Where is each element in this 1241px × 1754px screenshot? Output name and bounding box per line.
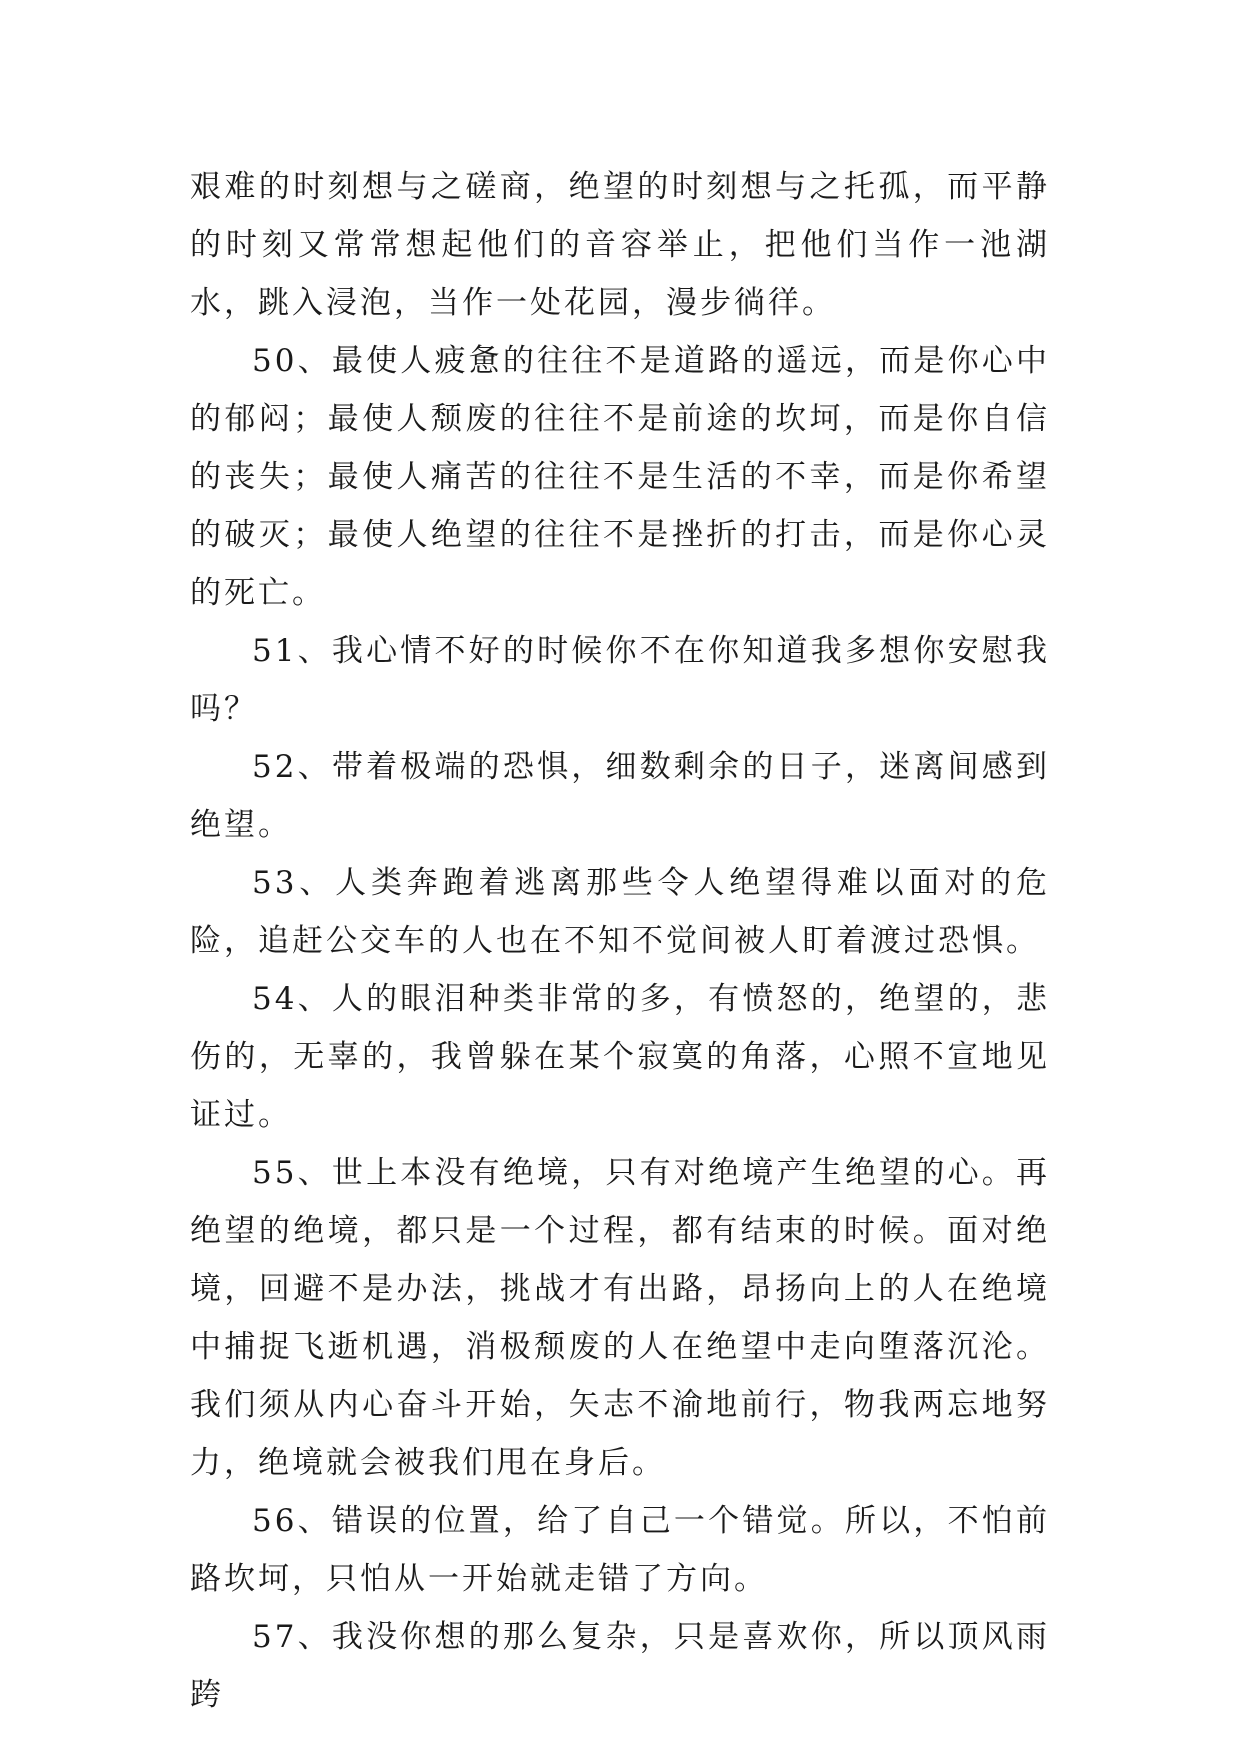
paragraph-54: 54、人的眼泪种类非常的多，有愤怒的，绝望的，悲伤的，无辜的，我曾躲在某个寂寞的角落，心照不宣地见证过。 <box>190 981 1050 1133</box>
paragraph-53: 53、人类奔跑着逃离那些令人绝望得难以面对的危险，追赶公交车的人也在不知不觉间被人盯着渡过恐惧。 <box>190 865 1050 959</box>
paragraph-52: 52、带着极端的恐惧，细数剩余的日子，迷离间感到绝望。 <box>190 749 1050 843</box>
paragraph-57: 57、我没你想的那么复杂，只是喜欢你，所以顶风雨跨 <box>190 1619 1050 1713</box>
paragraph-50: 50、最使人疲惫的往往不是道路的遥远，而是你心中的郁闷；最使人颓废的往往不是前途的坎坷，而是你自信的丧失；最使人痛苦的往往不是生活的不幸，而是你希望的破灭；最使人绝望的往往不是挫折的打击，而是你心灵的死亡。 <box>190 343 1050 611</box>
paragraph-continuation: 艰难的时刻想与之磋商，绝望的时刻想与之托孤，而平静的时刻又常常想起他们的音容举止，把他们当作一池湖水，跳入浸泡，当作一处花园，漫步徜徉。 <box>190 169 1050 321</box>
paragraph-55: 55、世上本没有绝境，只有对绝境产生绝望的心。再绝望的绝境，都只是一个过程，都有结束的时候。面对绝境，回避不是办法，挑战才有出路，昂扬向上的人在绝境中捕捉飞逝机遇，消极颓废的人在绝望中走向堕落沉沦。我们须从内心奋斗开始，矢志不渝地前行，物我两忘地努力，绝境就会被我们甩在身后。 <box>190 1155 1050 1481</box>
paragraph-56: 56、错误的位置，给了自己一个错觉。所以，不怕前路坎坷，只怕从一开始就走错了方向。 <box>190 1503 1050 1597</box>
document-body <box>190 158 1050 1724</box>
paragraph-51: 51、我心情不好的时候你不在你知道我多想你安慰我吗？ <box>190 633 1050 727</box>
